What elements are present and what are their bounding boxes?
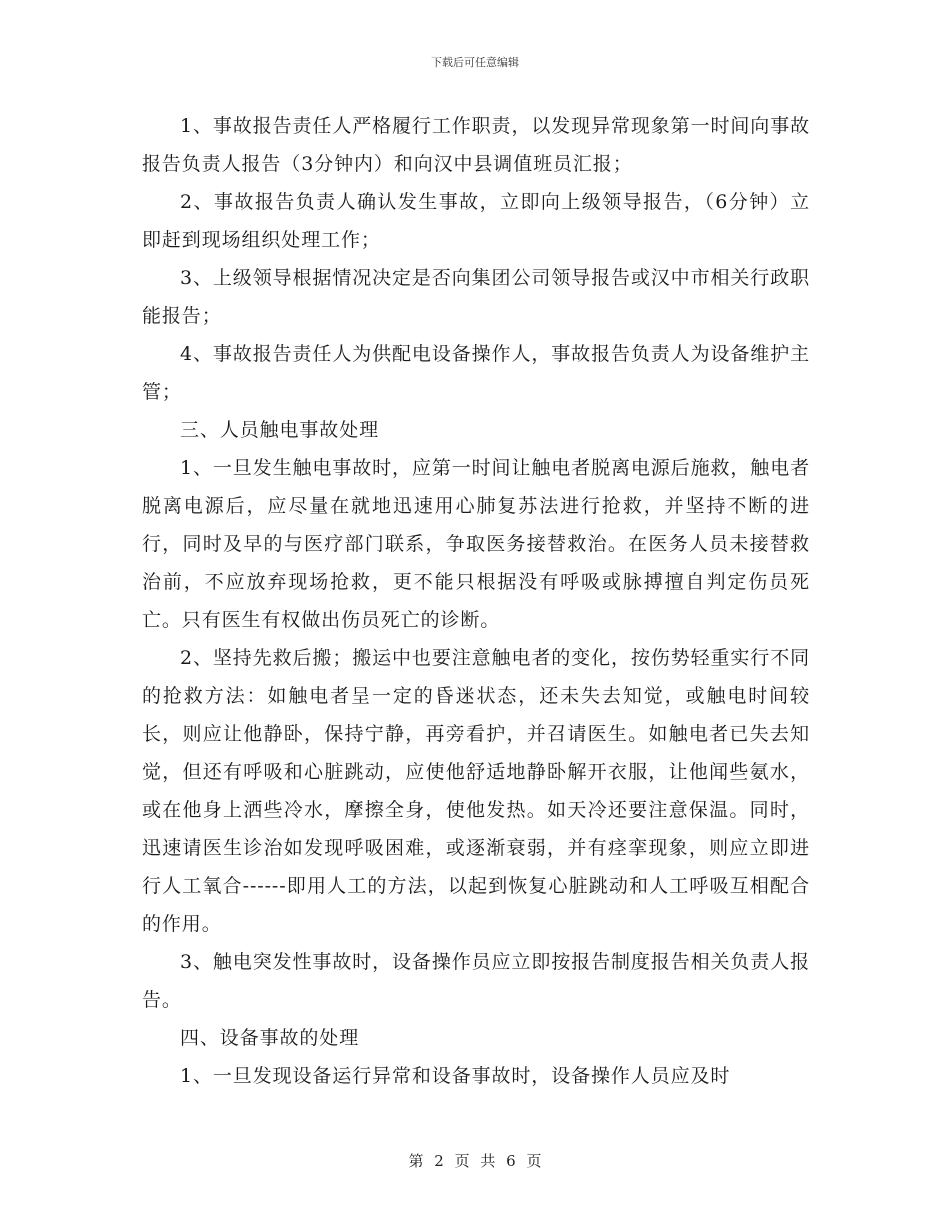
paragraph-equipment-handling: 1、一旦发现设备运行异常和设备事故时，设备操作人员应及时	[180, 1065, 731, 1087]
paragraph-shock-first-aid: 1、一旦发生触电事故时，应第一时间让触电者脱离电源后施救，触电者脱离电源后，应尽量在就地迅速用心肺复苏法进行抢救，并坚持不断的进行，同时及早的与医疗部门联系，争取医务接替救治。在医务人员未接替救治前，不应放弃现场抢救，更不能只根据没有呼吸或脉搏擅自判定伤员死亡。只有医生有权做出伤员死亡的诊断。	[142, 457, 810, 631]
page-number: 第 2 页 共 6 页	[408, 1152, 542, 1170]
section-heading-equipment-accident: 四、设备事故的处理	[180, 1027, 360, 1049]
paragraph-shock-rescue-methods: 2、坚持先救后搬；搬运中也要注意触电者的变化，按伤势轻重实行不同的抢救方法：如触电者呈一定的昏迷状态，还未失去知觉，或触电时间较长，则应让他静卧，保持宁静，再旁看护，并召请医生。如触电者已失去知觉，但还有呼吸和心脏跳动，应使他舒适地静卧解开衣服，让他闻些氨水，或在他身上洒些冷水，摩擦全身，使他发热。如天冷还要注意保温。同时，迅速请医生诊治如发现呼吸困难，或逐渐衰弱，并有痉挛现象，则应立即进行人工氧合------即用人工的方法，以起到恢复心脏跳动和人工呼吸互相配合的作用。	[142, 647, 810, 935]
paragraph-report-escalate: 3、上级领导根据情况决定是否向集团公司领导报告或汉中市相关行政职能报告；	[142, 267, 810, 327]
document-body	[142, 107, 810, 1095]
paragraph-report-confirm: 2、事故报告负责人确认发生事故，立即向上级领导报告，（6分钟）立即赶到现场组织处理工作；	[142, 191, 810, 251]
section-heading-electric-shock: 三、人员触电事故处理	[180, 419, 380, 441]
paragraph-report-roles: 4、事故报告责任人为供配电设备操作人，事故报告负责人为设备维护主管；	[142, 343, 810, 403]
paragraph-report-duty: 1、事故报告责任人严格履行工作职责，以发现异常现象第一时间向事故报告负责人报告（3分钟内）和向汉中县调值班员汇报；	[142, 115, 810, 175]
paragraph-shock-reporting: 3、触电突发性事故时，设备操作员应立即按报告制度报告相关负责人报告。	[142, 951, 810, 1011]
page-header: 下载后可任意编辑	[431, 56, 519, 69]
